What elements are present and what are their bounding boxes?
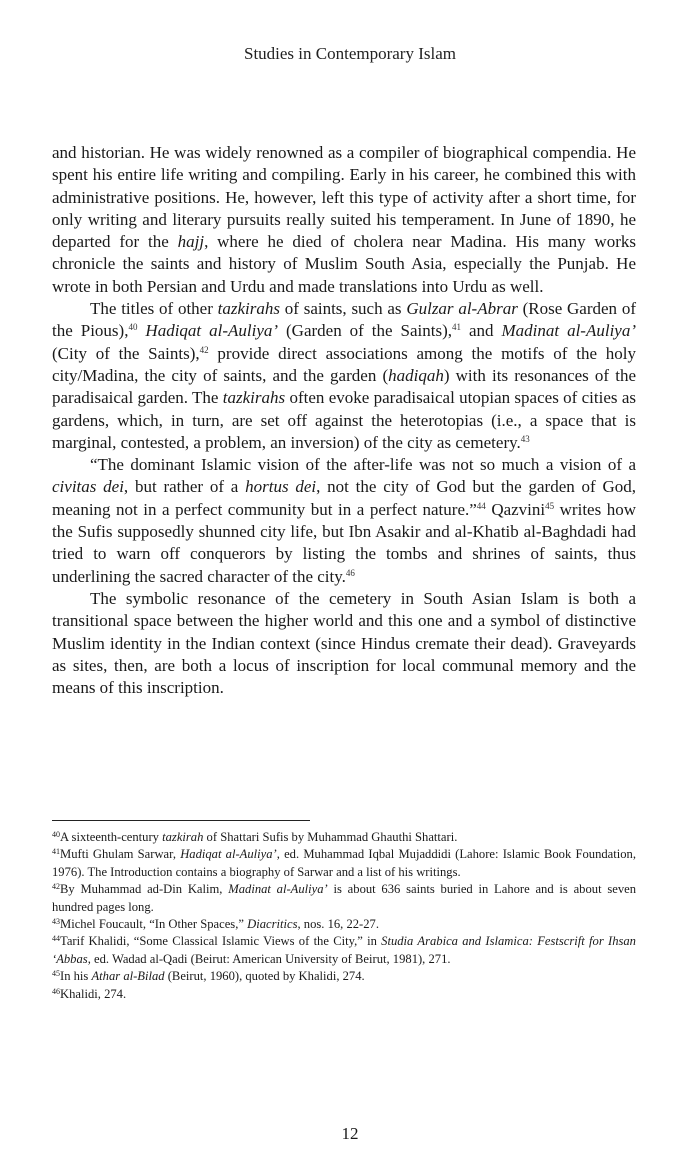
italic-text: hadiqah (388, 365, 444, 385)
text-run: The titles of other (90, 299, 218, 319)
italic-text: Diacritics (247, 917, 298, 932)
footnote (52, 986, 636, 1003)
text-run: Qazvini (485, 499, 546, 519)
footnote-marker: 43 (520, 433, 530, 444)
italic-text: Hadiqat al-Auliya’ (180, 847, 277, 862)
text-run: of saints, such as (280, 299, 407, 319)
footnote-marker: 46 (52, 986, 60, 996)
italic-text: tazkirahs (222, 388, 286, 408)
text-run: , not the city of God but the garden of God, meaning not in a perfect community but in a perfect nature.” (52, 477, 636, 519)
footnote (52, 881, 636, 916)
footnote-marker: 41 (52, 847, 60, 857)
body-paragraph (52, 142, 636, 298)
text-run: is about 636 saints buried in Lahore and is about seven hundred pages long. (52, 882, 637, 914)
text-run: (Rose Garden of the Pious), (52, 299, 636, 341)
footnote-marker: 42 (52, 882, 60, 892)
italic-text: hajj (177, 232, 205, 252)
italic-text: Athar al-Bilad (91, 969, 165, 984)
footnote (52, 968, 636, 985)
text-run: and historian. He was widely renowned as a compiler of biographical compendia. He spent his entire life writing and compiling. Early in his career, he combined this with administrative positions. He, however, left this type of activity after a short time, for only writing and literary pursuits really suited his temperament. In June of 1890, he departed for the (52, 143, 636, 252)
text-run: Mufti Ghulam Sarwar, (60, 847, 181, 862)
text-run: “The dominant Islamic vision of the after-life was not so much a vision of a (90, 455, 636, 475)
page-number: 12 (341, 1124, 359, 1143)
body-paragraph (52, 454, 636, 588)
italic-text: tazkirahs (217, 299, 280, 319)
italic-text: hortus dei (245, 477, 317, 497)
text-run: , ed. Muhammad Iqbal Mujaddidi (Lahore: Islamic Book Foundation, 1976). The Introduction contains a biography of Sarwar and a list of his writings. (52, 847, 636, 879)
italic-text: civitas dei (52, 477, 124, 497)
footnote-marker: 40 (52, 830, 60, 839)
footnotes (52, 829, 636, 1003)
italic-text: Hadiqat al-Auliya’ (145, 321, 279, 341)
footnote-marker: 43 (52, 917, 60, 927)
text-run: provide direct associations among the motifs of the holy city/Madina, the city of saints, and the garden ( (52, 343, 636, 385)
text-run: ) with its resonances of the paradisaical garden. The (52, 365, 636, 408)
body-text (52, 142, 636, 699)
text-run: (City of the Saints), (52, 343, 200, 363)
italic-text: Madinat al-Auliya’ (228, 882, 328, 897)
text-run: , but rather of a (123, 477, 246, 497)
text-run: The symbolic resonance of the cemetery in South Asian Islam is both a transitional space between the higher world and this one and a symbol of distinctive Muslim identity in the Indian context (since Hindus cremate their dead). Graveyards as sites, then, are both a locus of inscription for local communal memory and the means of this inscription. (52, 588, 636, 698)
text-run: By Muhammad ad-Din Kalim, (60, 882, 229, 897)
text-run: A sixteenth-century (60, 830, 163, 844)
footnote-divider (52, 820, 310, 821)
text-run: Michel Foucault, “In Other Spaces,” (60, 917, 248, 932)
italic-text: Studia Arabica and Islamica: Festscrift for Ihsan ‘Abbas (52, 934, 636, 966)
footnote-marker: 40 (128, 322, 138, 333)
text-run: (Garden of the Saints), (278, 321, 453, 341)
footnote-marker: 42 (199, 344, 209, 355)
footnote-marker: 45 (52, 969, 60, 979)
footnote (52, 829, 636, 846)
text-run: and (461, 321, 502, 341)
body-paragraph (52, 588, 636, 699)
text-run: (Beirut, 1960), quoted by Khalidi, 274. (164, 969, 365, 984)
text-run: In his (60, 969, 92, 984)
italic-text: Gulzar al-Abrar (406, 299, 518, 319)
text-run: , nos. 16, 22-27. (297, 917, 379, 932)
text-run: often evoke paradisaical utopian spaces of cities as gardens, which, in turn, are set off against the heterotopias (i.e., a space that is marginal, contested, a problem, an inversion) of the city as cemetery. (52, 388, 636, 452)
footnote (52, 916, 636, 933)
body-paragraph (52, 298, 636, 454)
text-run: , ed. Wadad al-Qadi (Beirut: American University of Beirut, 1981), 271. (87, 951, 451, 966)
italic-text: tazkirah (162, 830, 204, 844)
footnote-marker: 46 (345, 567, 355, 578)
footnote-marker: 44 (52, 934, 60, 944)
text-run: , where he died of cholera near Madina. His many works chronicle the saints and history of Muslim South Asia, especially the Punjab. He wrote in both Persian and Urdu and made translations into Urdu as well. (52, 232, 636, 296)
text-run: of Shattari Sufis by Muhammad Ghauthi Shattari. (203, 830, 458, 844)
footnote-marker: 44 (476, 500, 486, 511)
running-head: Studies in Contemporary Islam (243, 44, 456, 63)
text-run: writes how the Sufis supposedly shunned city life, but Ibn Asakir and al-Khatib al-Baghdadi had tried to warn off conquerors by listing the tombs and shrines of saints, thus underlining the sacred character of the city. (52, 499, 637, 586)
footnote-marker: 41 (452, 322, 462, 333)
italic-text: Madinat al-Auliya’ (501, 321, 636, 341)
footnote-marker: 45 (545, 500, 555, 511)
footnote (52, 846, 636, 881)
footnote (52, 933, 636, 968)
text-run: Tarif Khalidi, “Some Classical Islamic Views of the City,” in (60, 934, 382, 949)
text-run: Khalidi, 274. (60, 986, 127, 1001)
